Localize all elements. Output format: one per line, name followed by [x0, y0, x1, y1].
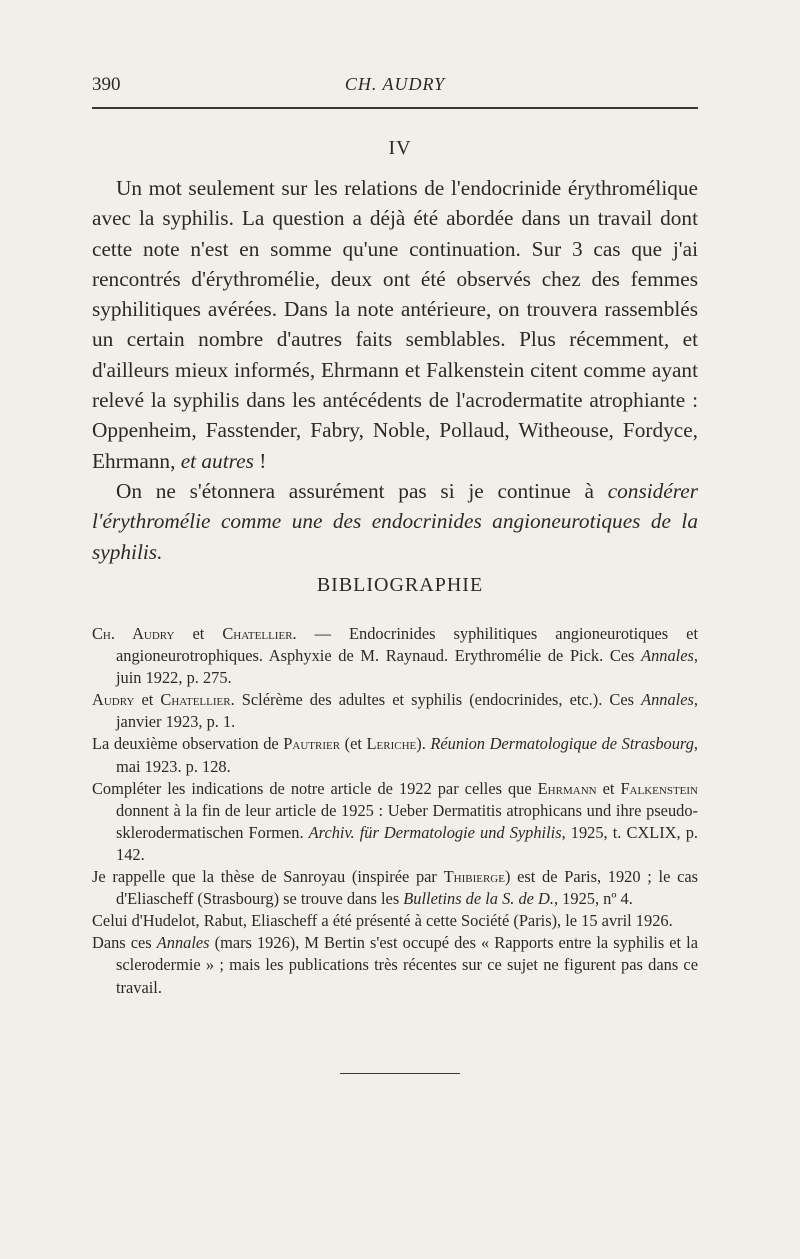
entry-text: . Sclérème des adultes et syphilis (endocrinides, etc.). Ces	[230, 690, 642, 710]
body-text	[92, 173, 698, 567]
journal-title: Réunion Dermatologique de Strasbourg	[430, 734, 694, 754]
author-name: Ehrmann	[537, 778, 597, 798]
entry-text: et	[596, 778, 621, 798]
entry-text: donnent à la fin de leur article de 1925 : Ueber Dermatitis atrophicans und ihre pseudo-sklerodermatischen Formen.	[116, 800, 698, 842]
paragraph-1-italic: et autres	[180, 448, 254, 473]
bibliography-title: BIBLIOGRAPHIE	[316, 574, 484, 596]
entry-text: , 1925, t. CXLIX, p. 142.	[116, 822, 698, 864]
journal-title: Annales	[641, 690, 694, 710]
bibliography-list	[92, 623, 698, 999]
footer-rule	[340, 1073, 460, 1074]
bibliography-entry	[92, 932, 698, 998]
entry-text: ) est de Paris, 1920 ; le cas d'Eliascheff (Strasbourg) se trouve dans les	[116, 867, 698, 909]
author-name: Pautrier	[283, 734, 341, 754]
running-head: CH. AUDRY	[344, 74, 446, 94]
paragraph-1-text: Un mot seulement sur les relations de l'endocrinide érythromélique avec la syphilis. La question a déjà été abordée dans un travail dont cette note n'est en somme qu'une continuation. Sur 3 cas que j'ai rencontrés d'érythromélie, deux ont été observés chez des femmes syphilitiques avérées. Dans la note antérieure, on trouvera rassemblés un certain nombre d'autres faits semblables. Plus récemment, et d'ailleurs mieux informés, Ehrmann et Falkenstein citent comme ayant relevé la syphilis dans les antécédents de l'acrodermatite atrophiante : Oppenheim, Fasstender, Fabry, Noble, Pollaud, Witheouse, Fordyce, Ehrmann,	[92, 176, 698, 473]
entry-text: Celui d'Hudelot, Rabut, Eliascheff a été présenté à cette Société (Paris), le 15 avril 1926.	[92, 911, 673, 931]
bibliography-entry	[92, 910, 698, 932]
author-name: Ch. Audry	[92, 624, 175, 643]
entry-text: et	[174, 624, 223, 643]
journal-title: Bulletins de la S. de D.	[403, 889, 554, 909]
entry-text: . — Endocrinides syphilitiques angioneurotiques et angioneurotrophiques. Asphyxie de M. Raynaud. Erythromélie de Pick. Ces	[116, 624, 699, 666]
page-number: 390	[92, 74, 121, 95]
paragraph-2	[92, 476, 698, 567]
author-name: Chatellier	[160, 690, 231, 710]
paragraph-2-italic: considérer l'érythromélie comme une des endocrinides angioneurotiques de la syphilis.	[92, 478, 698, 564]
journal-title: Annales	[156, 933, 210, 953]
bibliography-entry	[92, 733, 698, 777]
paragraph-1	[92, 173, 698, 476]
bibliography-entry	[92, 866, 698, 910]
entry-text: (et	[340, 734, 367, 754]
author-name: Chatellier	[222, 624, 293, 643]
entry-text: Dans ces	[92, 933, 157, 953]
entry-text: (mars 1926), M Bertin s'est occupé des « Rapports entre la syphilis et la sclerodermie » ; mais les publications très récentes sur ce sujet ne figurent pas dans ce travail.	[116, 933, 698, 997]
journal-title: Annales	[641, 646, 694, 666]
author-name: Leriche	[366, 734, 417, 754]
author-name: Audry	[92, 690, 135, 710]
entry-text: , janvier 1923, p. 1.	[116, 690, 698, 732]
author-name: Falkenstein	[620, 778, 698, 798]
entry-text: ).	[416, 734, 431, 754]
entry-text: , 1925, nº 4.	[553, 889, 633, 909]
paragraph-1-end: !	[253, 448, 267, 473]
entry-text: Je rappelle que la thèse de Sanroyau (inspirée par	[92, 867, 444, 887]
entry-text: La deuxième observation de	[92, 734, 284, 754]
entry-text: et	[134, 690, 161, 710]
entry-text: , juin 1922, p. 275.	[116, 646, 698, 688]
paragraph-2-text: On ne s'étonnera assurément pas si je continue à	[116, 478, 608, 503]
author-name: Thibierge	[443, 867, 505, 887]
page-header	[92, 74, 698, 104]
header-rule	[92, 107, 698, 109]
bibliography-entry	[92, 689, 698, 733]
entry-text: Compléter les indications de notre article de 1922 par celles que	[92, 778, 538, 798]
journal-title: Archiv. für Dermatologie und Syphilis	[308, 822, 562, 842]
bibliography-entry	[92, 623, 698, 689]
bibliography-entry	[92, 778, 698, 866]
entry-text: , mai 1923. p. 128.	[116, 734, 699, 776]
section-number: IV	[388, 137, 412, 159]
